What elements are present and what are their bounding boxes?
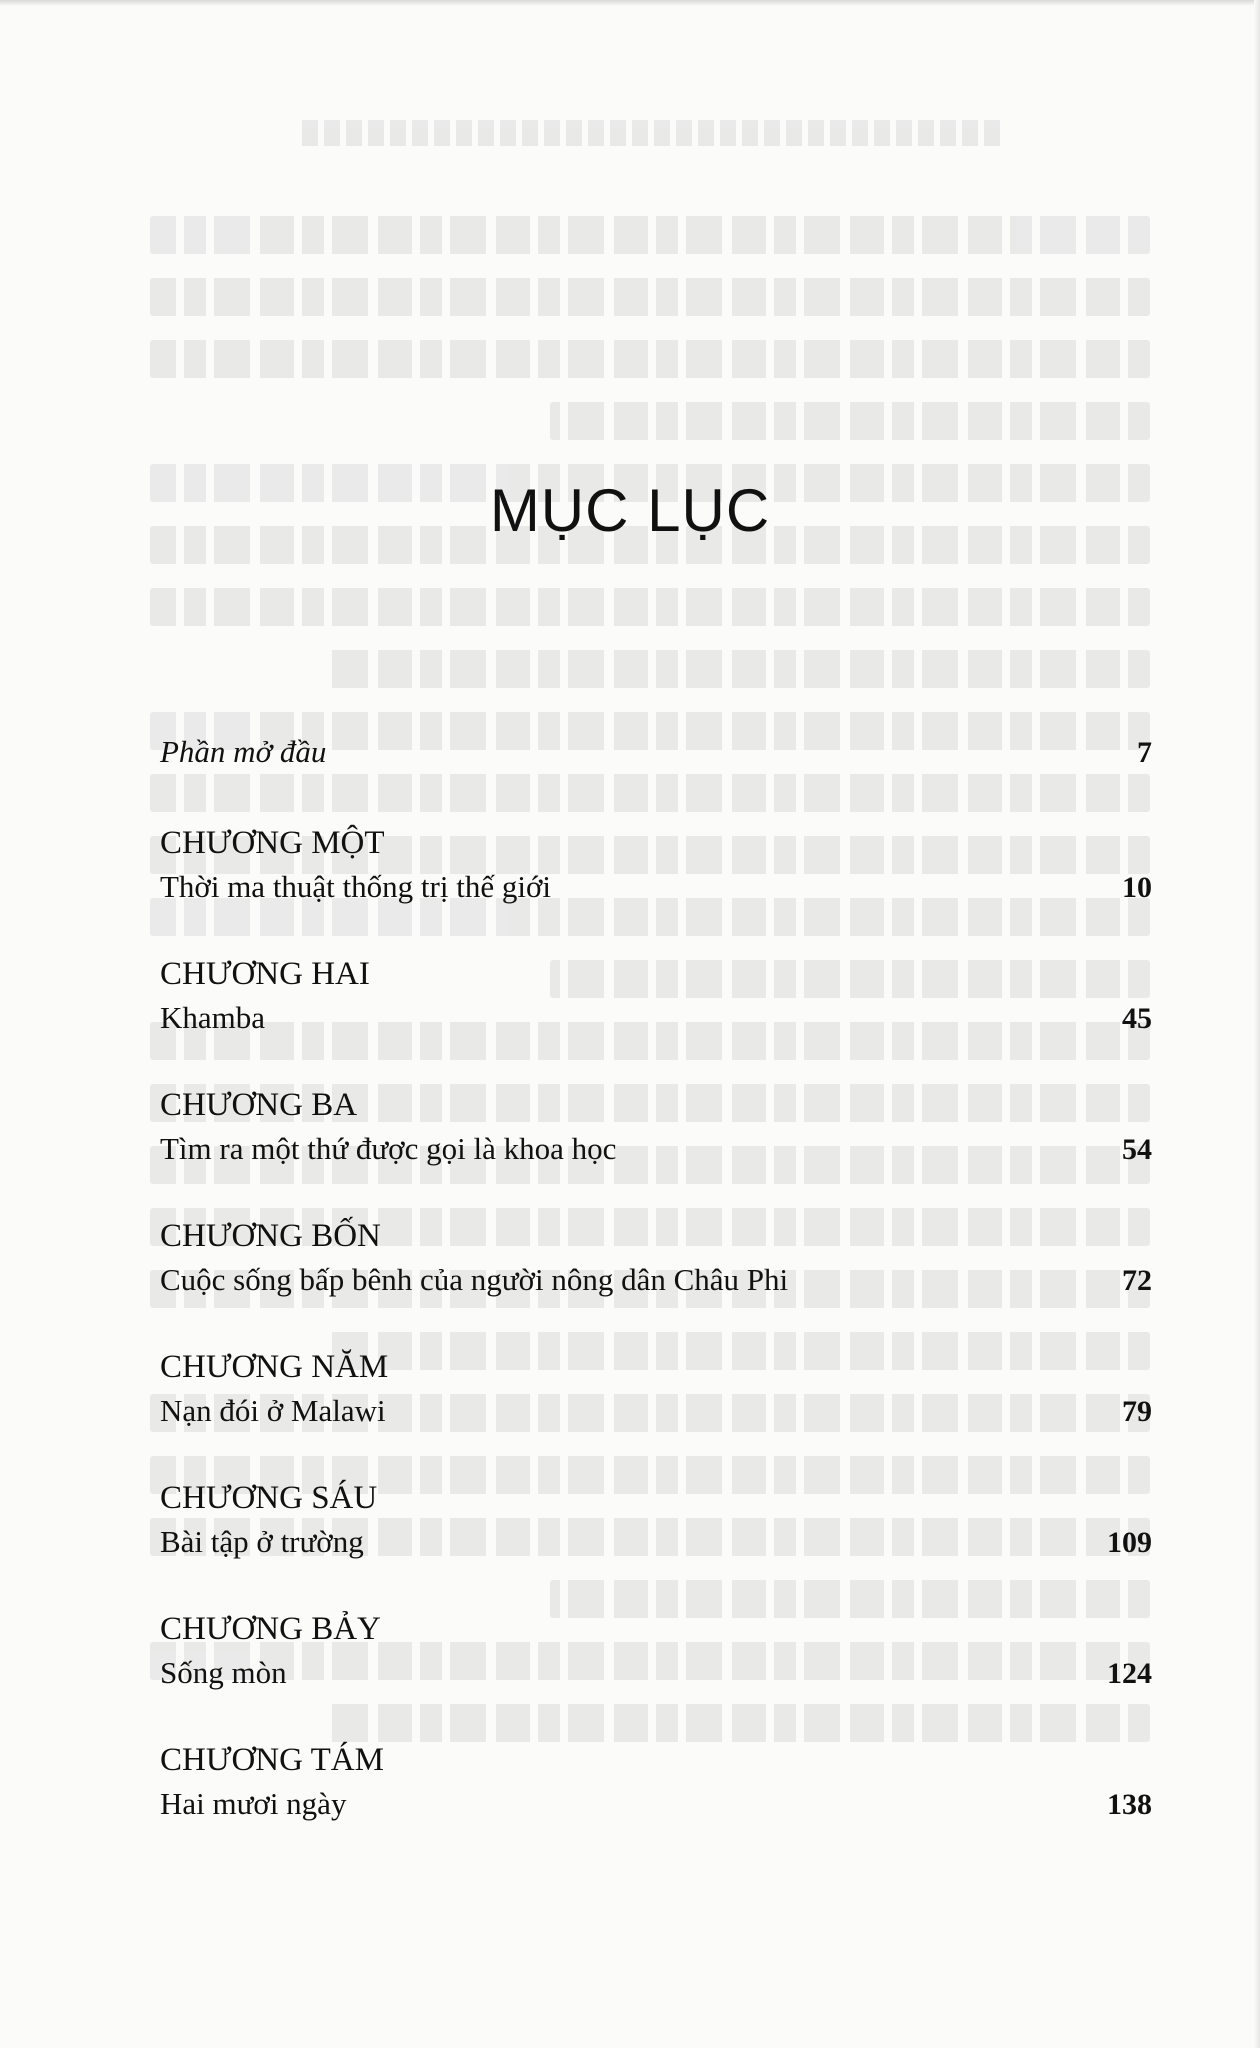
toc-row [160, 1258, 1152, 1303]
toc-entry-title: Khamba [160, 1000, 266, 1035]
toc-row [160, 1389, 1152, 1434]
page-top-edge [0, 0, 1260, 6]
toc-page-number: 124 [1107, 1657, 1152, 1690]
toc-page-number: 72 [1122, 1264, 1152, 1297]
toc-row [160, 1651, 1152, 1696]
toc-entry-chapter[interactable] [160, 952, 1152, 1041]
toc-entry-title: Tìm ra một thứ được gọi là khoa học [160, 1131, 617, 1166]
chapter-label: CHƯƠNG MỘT [160, 825, 385, 861]
toc-entry-chapter[interactable] [160, 1083, 1152, 1172]
toc-row [160, 865, 1152, 910]
toc-row [160, 1520, 1152, 1565]
toc-entry-chapter[interactable] [160, 1738, 1152, 1827]
toc-entry-title: Cuộc sống bấp bênh của người nông dân Châu Phi [160, 1262, 789, 1297]
toc-entry-title: Hai mươi ngày [160, 1786, 347, 1821]
toc-row [160, 1127, 1152, 1172]
toc-entry-title: Sống mòn [160, 1655, 287, 1690]
chapter-label: CHƯƠNG HAI [160, 956, 370, 992]
toc-page-number: 45 [1122, 1002, 1152, 1035]
toc-page-number: 109 [1107, 1526, 1152, 1559]
toc-entry-chapter[interactable] [160, 821, 1152, 910]
toc-entry-chapter[interactable] [160, 1214, 1152, 1303]
toc-entry-intro[interactable] [160, 730, 1152, 775]
toc-entry-title: Phần mở đầu [160, 734, 327, 769]
page-title: MỤC LỤC [489, 477, 771, 544]
toc-entry-chapter[interactable] [160, 1607, 1152, 1696]
chapter-label: CHƯƠNG BA [160, 1087, 358, 1123]
toc-page-number: 54 [1122, 1133, 1152, 1166]
toc-page-number: 138 [1107, 1788, 1152, 1821]
toc-row [160, 996, 1152, 1041]
toc-entry-title: Bài tập ở trường [160, 1524, 364, 1559]
toc-page-number: 79 [1122, 1395, 1152, 1428]
chapter-label: CHƯƠNG BẢY [160, 1611, 381, 1647]
toc-page-number: 10 [1122, 871, 1152, 904]
toc-row [160, 730, 1152, 775]
chapter-label: CHƯƠNG TÁM [160, 1742, 384, 1778]
toc-page-number: 7 [1137, 736, 1152, 769]
page-right-edge [1254, 0, 1260, 2048]
toc-entry-chapter[interactable] [160, 1476, 1152, 1565]
chapter-label: CHƯƠNG BỐN [160, 1218, 381, 1254]
toc-row [160, 1782, 1152, 1827]
table-of-contents [160, 730, 1152, 1869]
toc-entry-title: Nạn đói ở Malawi [160, 1393, 386, 1428]
toc-entry-chapter[interactable] [160, 1345, 1152, 1434]
chapter-label: CHƯƠNG NĂM [160, 1349, 389, 1385]
toc-entry-title: Thời ma thuật thống trị thế giới [160, 869, 551, 904]
chapter-label: CHƯƠNG SÁU [160, 1480, 378, 1516]
